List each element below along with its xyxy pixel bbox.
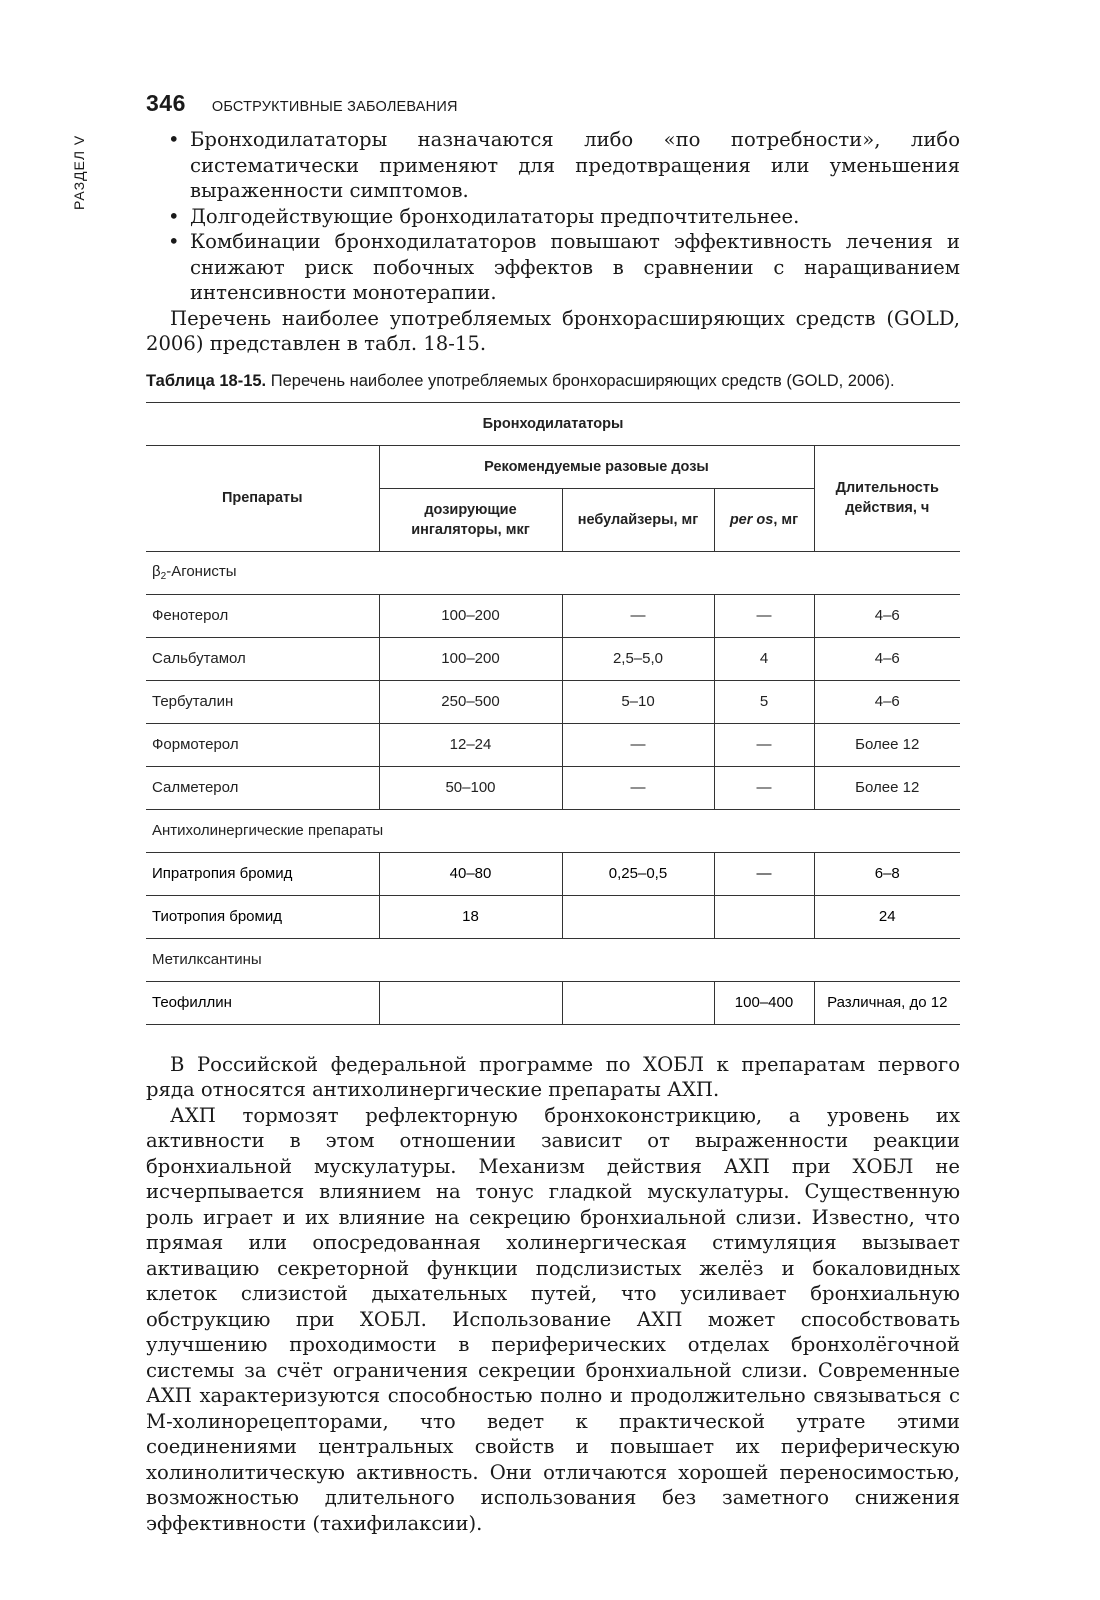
table-caption <box>146 370 960 392</box>
table-row: Тербуталин 250–500 5–10 5 4–6 <box>146 680 960 723</box>
col-header-duration: Длительность действия, ч <box>814 445 960 551</box>
col-header-peros-unit: , мг <box>773 511 799 528</box>
body-text <box>146 1052 960 1537</box>
table-row: Салметерол 50–100 — — Более 12 <box>146 766 960 809</box>
table-row: Тиотропия бромид 18 24 <box>146 895 960 938</box>
col-header-doses-group: Рекомендуемые разовые дозы <box>379 445 814 488</box>
col-header-peros <box>714 488 814 551</box>
paragraph: АХП тормозят рефлекторную бронхоконстрикцию, а уровень их активности в этом отношении зависит от выраженности реакции бронхиальной мускулатуры. Механизм действия АХП при ХОБЛ не исчерпывается влиянием на тонус гладкой мускулатуры. Существенную роль играет и их влияние на секрецию бронхиальной слизи. Известно, что прямая или опосредованная холинергическая стимуляция вызывает активацию секреторной функции подслизистых желёз и бокаловидных клеток слизистой дыхательных путей, что усиливает бронхиальную обструкцию при ХОБЛ. Использование АХП может способствовать улучшению проходимости в периферических отделах бронхолёгочной системы за счёт ограничения секреции бронхиальной слизи. Современные АХП характеризуются способностью полно и продолжительно связываться с М-холинорецепторами, что ведет к практической утрате этими соединениями центральных свойств и повышает их периферическую холинолитическую активность. Они отличаются хорошей переносимостью, возможностью длительного использования без заметного снижения эффективности (тахифилаксии). <box>146 1103 960 1535</box>
category-methylxanthines: Метилксантины <box>146 938 960 981</box>
table-row: Ипратропия бромид 40–80 0,25–0,5 — 6–8 <box>146 852 960 895</box>
table-caption-text: Перечень наиболее употребляемых бронхорасширяющих средств (GOLD, 2006). <box>270 371 895 390</box>
table-row: Фенотерол 100–200 — — 4–6 <box>146 594 960 637</box>
table-row: Теофиллин 100–400 Различная, до 12 <box>146 981 960 1024</box>
running-title: ОБСТРУКТИВНЫЕ ЗАБОЛЕВАНИЯ <box>211 99 458 115</box>
category-beta-agonists: $\beta_2$-Агонисты <box>146 551 960 594</box>
intro-paragraph: Перечень наиболее употребляемых бронхорасширяющих средств (GOLD, 2006) представлен в табл. 18-15. <box>146 306 960 355</box>
page-number: 346 <box>146 90 186 116</box>
table-row: Формотерол 12–24 — — Более 12 <box>146 723 960 766</box>
col-header-inhalers: дозирующие ингаляторы, мкг <box>379 488 562 551</box>
bullet-list <box>146 127 960 306</box>
page-header <box>146 90 458 114</box>
bullet-item: • Долгодействующие бронходилататоры предпочтительнее. <box>146 204 960 230</box>
bullet-item: • Комбинации бронходилататоров повышают эффективность лечения и снижают риск побочных эффектов в сравнении с наращиванием интенсивности монотерапии. <box>146 229 960 306</box>
paragraph: В Российской федеральной программе по ХОБЛ к препаратам первого ряда относятся антихолинергические препараты АХП. <box>146 1052 960 1101</box>
bronchodilators-table <box>146 402 960 1025</box>
section-side-label: РАЗДЕЛ V <box>71 134 87 210</box>
table-caption-label: Таблица 18-15. <box>146 371 267 390</box>
bullet-item: • Бронходилататоры назначаются либо «по потребности», либо систематически применяют для предотвращения или уменьшения выраженности симптомов. <box>146 127 960 204</box>
col-header-peros-italic: per os <box>729 511 774 528</box>
col-header-drugs: Препараты <box>146 445 379 551</box>
col-header-nebulizers: небулайзеры, мг <box>562 488 714 551</box>
category-anticholinergics: Антихолинергические препараты <box>146 809 960 852</box>
page-content <box>146 127 960 1536</box>
table-row: Сальбутамол 100–200 2,5–5,0 4 4–6 <box>146 637 960 680</box>
table-top-header: Бронходилататоры <box>146 402 960 445</box>
